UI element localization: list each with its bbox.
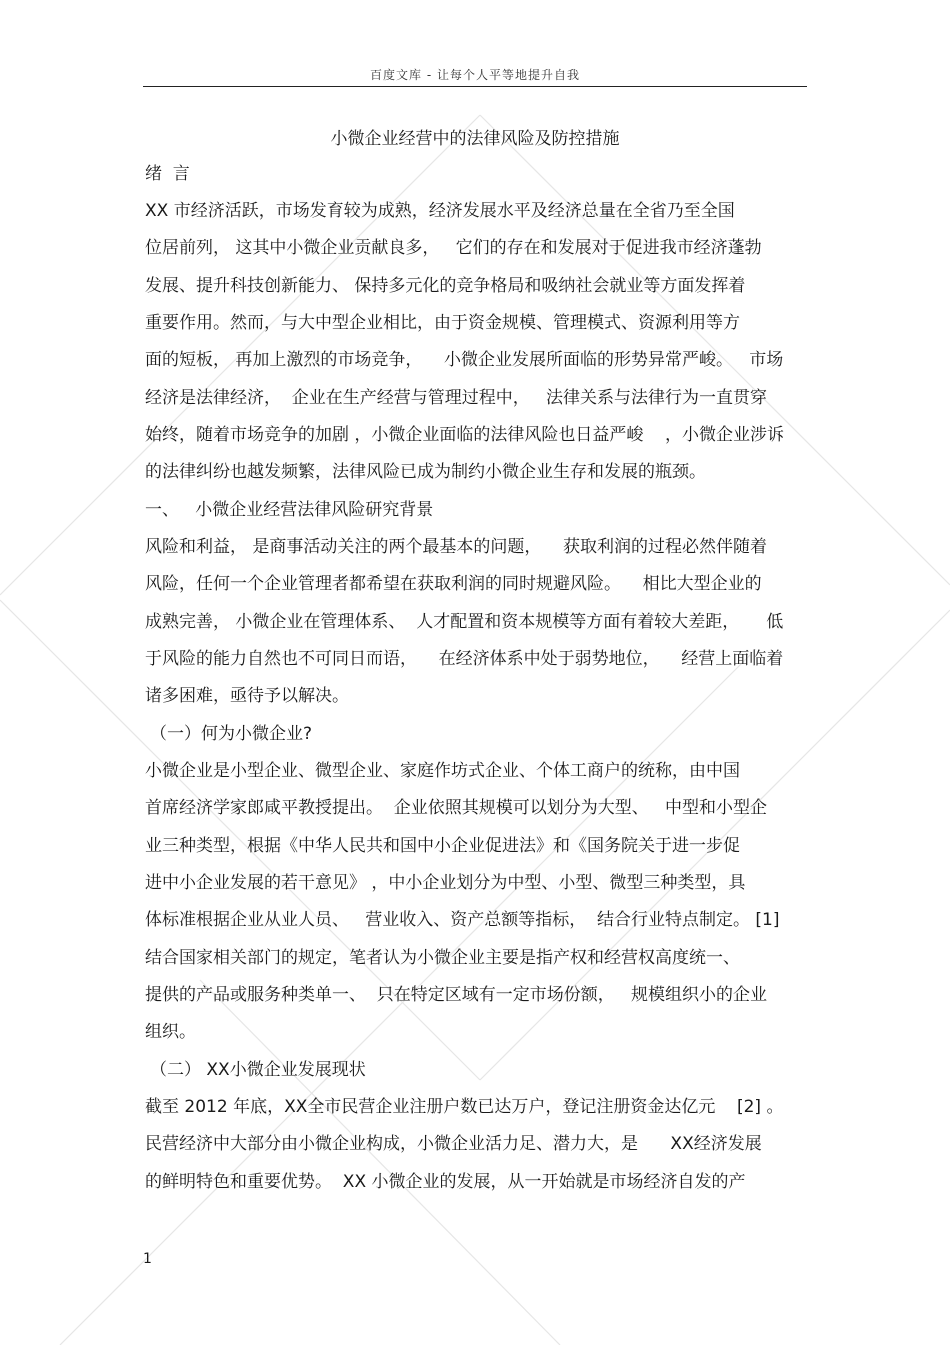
body-line: 的法律纠纷也越发频繁，法律风险已成为制约小微企业生存和发展的瓶颈。 — [145, 462, 706, 482]
body-line: 民营经济中大部分由小微企业构成，小微企业活力足、潜力大，是 XX经济发展 — [145, 1134, 762, 1154]
document-title: 小微企业经营中的法律风险及防控措施 — [330, 129, 620, 149]
body-line: 体标准根据企业从业人员、 营业收入、资产总额等指标， 结合行业特点制定。 [1] — [145, 910, 780, 930]
body-line: 位居前列， 这其中小微企业贡献良多， 它们的存在和发展对于促进我市经济蓬勃 — [145, 238, 762, 258]
body-line: 小微企业是小型企业、微型企业、家庭作坊式企业、个体工商户的统称，由中国 — [145, 761, 740, 781]
subsection-heading-1: （一）何为小微企业? — [150, 724, 313, 744]
body-line: 经济是法律经济， 企业在生产经营与管理过程中， 法律关系与法律行为一直贯穿 — [145, 388, 768, 408]
body-line: 的鲜明特色和重要优势。 XX 小微企业的发展，从一开始就是市场经济自发的产 — [145, 1172, 746, 1192]
body-line: 业三种类型，根据《中华人民共和国中小企业促进法》和《国务院关于进一步促 — [145, 836, 740, 856]
section-heading-preface: 绪 言 — [145, 164, 190, 184]
section-heading-1: 一、 小微企业经营法律风险研究背景 — [145, 500, 434, 520]
body-line: 风险和利益， 是商事活动关注的两个最基本的问题， 获取利润的过程必然伴随着 — [145, 537, 768, 557]
page-header: 百度文库 - 让每个人平等地提升自我 — [370, 68, 580, 82]
body-line: 于风险的能力自然也不可同日而语， 在经济体系中处于弱势地位， 经营上面临着 — [145, 649, 784, 669]
body-line: 截至 2012 年底，XX全市民营企业注册户数已达万户，登记注册资金达亿元 [2] 。 — [145, 1097, 784, 1117]
body-line: 结合国家相关部门的规定，笔者认为小微企业主要是指产权和经营权高度统一、 — [145, 948, 740, 968]
body-line: 首席经济学家郎咸平教授提出。 企业依照其规模可以划分为大型、 中型和小型企 — [145, 798, 768, 818]
body-line: 提供的产品或服务种类单一、 只在特定区域有一定市场份额， 规模组织小的企业 — [145, 985, 768, 1005]
subsection-heading-2: （二） XX小微企业发展现状 — [150, 1060, 366, 1080]
body-line: 面的短板， 再加上激烈的市场竞争， 小微企业发展所面临的形势异常严峻。 市场 — [145, 350, 784, 370]
body-line: 诸多困难，亟待予以解决。 — [145, 686, 349, 706]
body-line: XX 市经济活跃，市场发育较为成熟，经济发展水平及经济总量在全省乃至全国 — [145, 201, 735, 221]
body-line: 重要作用。然而，与大中型企业相比，由于资金规模、管理模式、资源利用等方 — [145, 313, 740, 333]
body-line: 组织。 — [145, 1022, 196, 1042]
body-line: 进中小企业发展的若干意见》 ，中小企业划分为中型、小型、微型三种类型，具 — [145, 873, 746, 893]
body-line: 始终，随着市场竞争的加剧 ，小微企业面临的法律风险也日益严峻 ，小微企业涉诉 — [145, 425, 785, 445]
header-divider — [143, 86, 807, 87]
body-line: 成熟完善， 小微企业在管理体系、 人才配置和资本规模等方面有着较大差距， 低 — [145, 612, 784, 632]
body-line: 风险，任何一个企业管理者都希望在获取利润的同时规避风险。 相比大型企业的 — [145, 574, 762, 594]
body-line: 发展、提升科技创新能力、 保持多元化的竞争格局和吸纳社会就业等方面发挥着 — [145, 276, 746, 296]
page-number: 1 — [143, 1251, 152, 1267]
